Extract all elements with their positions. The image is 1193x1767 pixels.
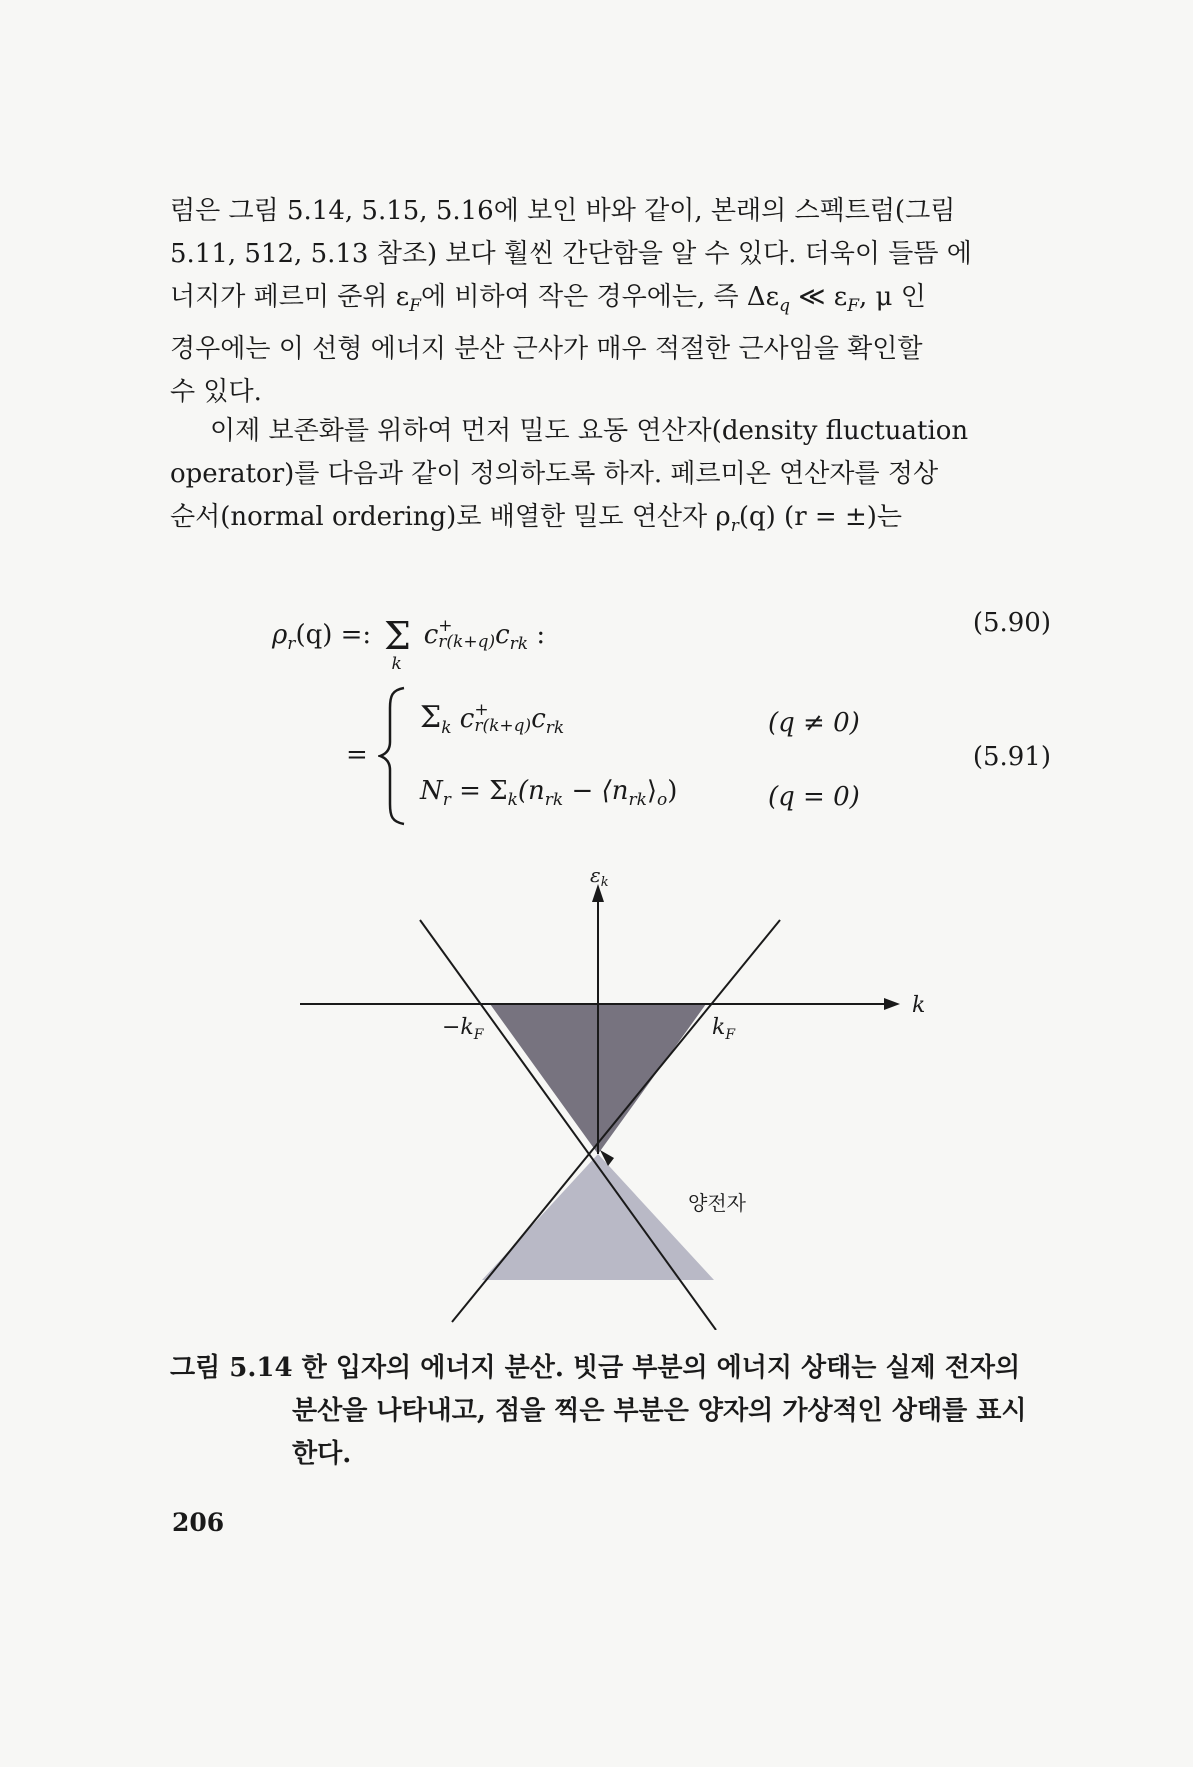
text-line: 이제 보존화를 위하여 먼저 밀도 요동 연산자(density fluctuation [210,416,969,446]
text-line: 경우에는 이 선형 에너지 분산 근사가 매우 적절한 근사임을 확인할 [170,334,923,365]
caption-line: 한다. [292,1439,352,1469]
subscript: k [441,718,452,739]
equation-5-90 [272,608,546,674]
subscript: rk [545,718,565,739]
sup-sub-stack [474,702,531,734]
sup-sub-stack [438,618,495,650]
case-1 [420,700,564,738]
math-text: ) [667,776,678,806]
math-text: ⟩ [646,776,658,806]
y-axis-label: $\varepsilon_k$ [590,863,609,890]
math-text: : [528,620,546,650]
text-line [170,496,1050,548]
hole-region [482,1154,714,1280]
case-2 [420,776,677,810]
x-axis-label: k [912,993,926,1018]
math-rho: ρ [272,620,288,650]
equals-sign: = [346,740,368,770]
subscript: r [442,790,451,811]
subscript: r(k+q) [474,716,532,736]
figure-caption [170,1347,1050,1476]
subscript: r [730,516,739,537]
caption-line: 그림 5.14 한 입자의 에너지 분산. 빗금 부분의 에너지 상태는 실제 전자의 [170,1353,1021,1383]
equation-number: (5.91) [972,742,1051,772]
subscript: k [507,790,518,811]
hole-label: 양전자 [688,1191,746,1215]
text-span: 너지가 페르미 준위 ε [170,282,410,312]
subscript: F [847,296,860,317]
superscript: + [438,616,453,636]
subscript: rk [628,790,647,811]
math-text: − ⟨n [563,776,629,806]
text-line: 5.11, 512, 5.13 참조) 보다 훨씬 간단함을 알 수 있다. 더욱이 들뜸 에 [170,239,972,269]
math-N: N [420,776,443,806]
math-c: c [423,620,439,650]
subscript: q [779,296,791,317]
dispersion-figure [0,860,1193,1330]
x-axis-arrow [884,998,900,1010]
condition-1: (q ≠ 0) [768,708,860,738]
sum-symbol [379,608,415,674]
superscript: + [474,700,489,720]
sum-glyph: Σ [420,700,442,735]
math-text: (n [517,776,545,806]
text-line: 럼은 그림 5.14, 5.15, 5.16에 보인 바와 같이, 본래의 스펙트럼(그림 [170,196,956,226]
right-fermi-label: $k_F$ [712,1015,736,1043]
text-span: 에 비하여 작은 경우에는, 즉 Δε [421,282,780,312]
page-number: 206 [172,1508,225,1537]
paragraph-2 [170,410,1050,548]
math-c: c [451,704,475,734]
text-span: (q) (r = ±)는 [738,502,902,532]
math-text: (q) =: [295,620,380,650]
equation-number: (5.90) [972,608,1051,638]
subscript: rk [509,634,529,655]
text-span: 순서(normal ordering)로 배열한 밀도 연산자 ρ [170,502,731,532]
subscript: o [657,790,668,811]
text-span: ≪ ε [790,282,848,312]
sum-index: k [391,654,402,674]
left-brace [378,686,408,826]
math-c: c [531,704,546,734]
caption-line: 분산을 나타내고, 점을 찍은 부분은 양자의 가상적인 상태를 표시 [292,1396,1027,1426]
text-line [170,276,1050,328]
math-c: c [495,620,510,650]
subscript: r(k+q) [438,632,496,652]
paragraph-1 [170,190,1050,414]
subscript: rk [544,790,564,811]
sum-glyph: Σ [384,614,411,658]
text-line: operator)를 다음과 같이 정의하도록 하자. 페르미온 연산자를 정상 [170,459,939,489]
subscript: r [287,634,296,655]
text-line: 수 있다. [170,377,262,408]
math-text: = Σ [450,776,508,806]
condition-2: (q = 0) [768,782,860,812]
left-fermi-label: $-k_F$ [442,1015,484,1043]
text-span: , μ 인 [859,282,926,312]
subscript: F [409,296,421,317]
